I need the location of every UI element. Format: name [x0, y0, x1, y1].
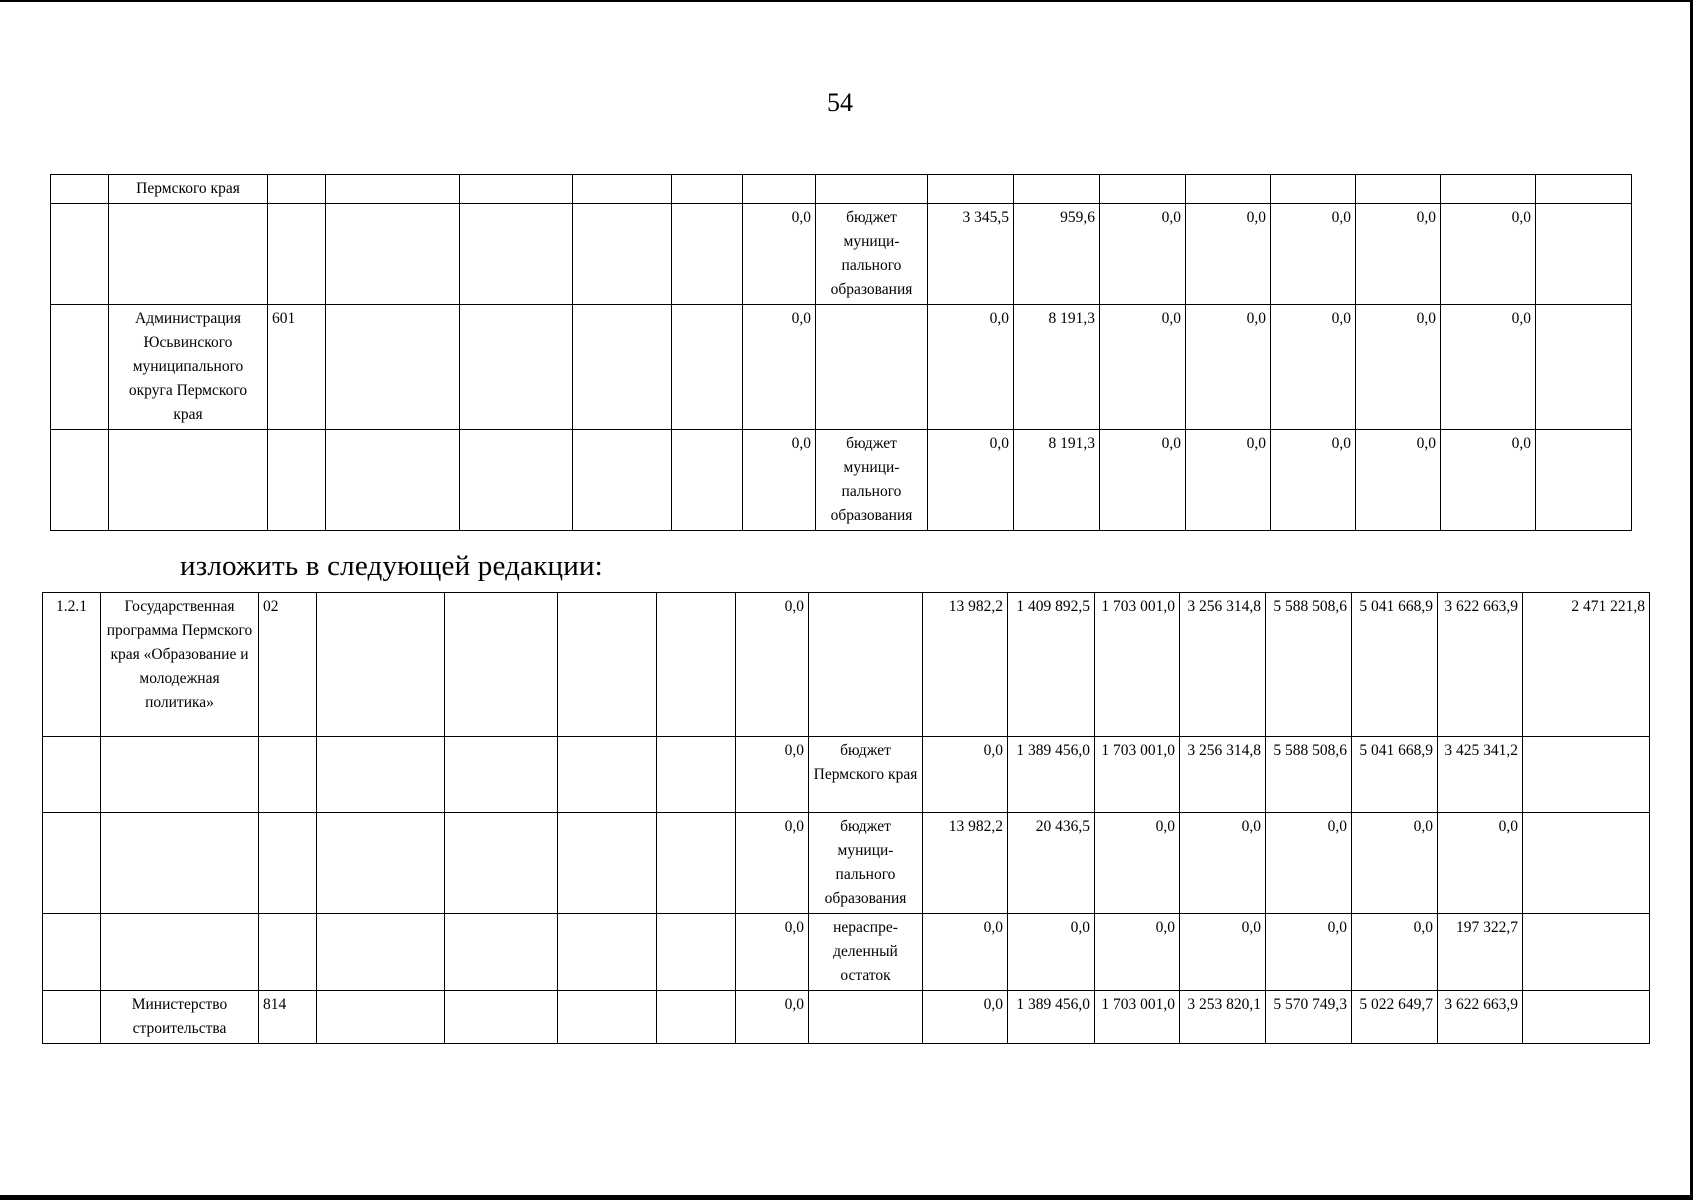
table-cell [326, 175, 460, 204]
table-cell: 8 191,3 [1014, 305, 1100, 430]
table-cell [558, 737, 657, 813]
table-cell [573, 204, 672, 305]
table-cell: 0,0 [1266, 813, 1352, 914]
table-cell [1441, 175, 1536, 204]
table-cell: 0,0 [736, 991, 809, 1044]
table-cell: 0,0 [928, 305, 1014, 430]
table-cell [1536, 204, 1632, 305]
table-cell [317, 914, 445, 991]
table-cell: 1 703 001,0 [1095, 991, 1180, 1044]
table-cell: 0,0 [1271, 305, 1356, 430]
table-cell: 3 622 663,9 [1438, 991, 1523, 1044]
table-cell: 0,0 [1180, 914, 1266, 991]
table-cell: 5 588 508,6 [1266, 593, 1352, 737]
table-cell [259, 813, 317, 914]
table-cell: 0,0 [1100, 204, 1186, 305]
table-cell [1536, 175, 1632, 204]
table-cell: 3 256 314,8 [1180, 737, 1266, 813]
table-cell [51, 430, 109, 531]
table-cell [51, 204, 109, 305]
table-cell [558, 914, 657, 991]
table-cell: 0,0 [1438, 813, 1523, 914]
table-cell [743, 175, 816, 204]
table-cell: 0,0 [736, 813, 809, 914]
table-cell [101, 914, 259, 991]
table-cell [1523, 813, 1650, 914]
table-cell [809, 991, 923, 1044]
table-cell [43, 991, 101, 1044]
table-cell: 959,6 [1014, 204, 1100, 305]
table-cell [672, 430, 743, 531]
table-cell: 0,0 [1008, 914, 1095, 991]
table-cell [460, 175, 573, 204]
table-cell [51, 305, 109, 430]
table-cell [573, 305, 672, 430]
table-cell: 0,0 [1266, 914, 1352, 991]
table-cell [268, 204, 326, 305]
table-cell [1536, 305, 1632, 430]
table-cell [326, 430, 460, 531]
table-cell [928, 175, 1014, 204]
table-cell: 5 041 668,9 [1352, 593, 1438, 737]
table-cell: 0,0 [1356, 430, 1441, 531]
table-cell: 3 256 314,8 [1180, 593, 1266, 737]
table-cell [558, 991, 657, 1044]
table-cell: 0,0 [1352, 813, 1438, 914]
table-row [43, 813, 1650, 914]
table-cell: 5 022 649,7 [1352, 991, 1438, 1044]
table-cell [1356, 175, 1441, 204]
table-cell [445, 813, 558, 914]
table-cell: 0,0 [1186, 430, 1271, 531]
table-cell: 197 322,7 [1438, 914, 1523, 991]
table-cell [51, 175, 109, 204]
table-cell: 0,0 [736, 914, 809, 991]
table-cell [1523, 991, 1650, 1044]
table-cell: Государственная программа Пермского края «Образование и молодежная политика» [101, 593, 259, 737]
table-cell [1014, 175, 1100, 204]
table-row [43, 593, 1650, 737]
table-cell [657, 813, 736, 914]
table-cell: 1 389 456,0 [1008, 991, 1095, 1044]
table-cell: 0,0 [1356, 305, 1441, 430]
table-cell [445, 737, 558, 813]
table-cell: 1 703 001,0 [1095, 737, 1180, 813]
table-cell: 0,0 [736, 737, 809, 813]
table-cell: бюджет Пермского края [809, 737, 923, 813]
table-cell: 0,0 [923, 991, 1008, 1044]
page-frame-top [0, 0, 1693, 2]
table-cell: 20 436,5 [1008, 813, 1095, 914]
table-cell: 02 [259, 593, 317, 737]
table-row [43, 914, 1650, 991]
table-cell [460, 204, 573, 305]
table-cell: 1.2.1 [43, 593, 101, 737]
table-cell: 0,0 [743, 430, 816, 531]
table-cell: 0,0 [1441, 430, 1536, 531]
table-cell: 0,0 [1095, 813, 1180, 914]
table-cell: 0,0 [1441, 204, 1536, 305]
bottom-table [42, 592, 1650, 1044]
table-cell [445, 593, 558, 737]
table-cell [43, 737, 101, 813]
table-cell: нераспре-деленный остаток [809, 914, 923, 991]
table-cell [317, 991, 445, 1044]
table-cell: 3 622 663,9 [1438, 593, 1523, 737]
table-cell: 1 389 456,0 [1008, 737, 1095, 813]
table-cell: бюджет муници-пального образования [816, 430, 928, 531]
table-row [43, 737, 1650, 813]
table-cell [317, 593, 445, 737]
table-cell [460, 430, 573, 531]
table-cell [1271, 175, 1356, 204]
table-cell [326, 305, 460, 430]
table-row [51, 305, 1632, 430]
table-cell: 0,0 [1095, 914, 1180, 991]
table-cell [672, 204, 743, 305]
table-cell [1100, 175, 1186, 204]
table-row [51, 204, 1632, 305]
table-cell: 1 409 892,5 [1008, 593, 1095, 737]
table-cell: 0,0 [928, 430, 1014, 531]
table-cell [657, 914, 736, 991]
table-cell [816, 305, 928, 430]
table-cell: 0,0 [1441, 305, 1536, 430]
table-cell: 0,0 [1271, 430, 1356, 531]
table-cell: бюджет муници-пального образования [809, 813, 923, 914]
table-cell: 1 703 001,0 [1095, 593, 1180, 737]
table-cell: 601 [268, 305, 326, 430]
table-cell: 5 570 749,3 [1266, 991, 1352, 1044]
table-cell: 0,0 [1186, 204, 1271, 305]
table-cell: Министерство строительства [101, 991, 259, 1044]
table-cell: 0,0 [743, 204, 816, 305]
table-cell [1523, 914, 1650, 991]
table-cell: 5 588 508,6 [1266, 737, 1352, 813]
table-cell: 0,0 [1356, 204, 1441, 305]
table-cell: 0,0 [923, 737, 1008, 813]
table-cell: 2 471 221,8 [1523, 593, 1650, 737]
table-cell [573, 430, 672, 531]
table-cell [672, 305, 743, 430]
table-cell [657, 593, 736, 737]
table-cell [558, 593, 657, 737]
table-row [51, 430, 1632, 531]
table-cell: 814 [259, 991, 317, 1044]
table-cell: 0,0 [743, 305, 816, 430]
table-cell [445, 914, 558, 991]
table-cell [101, 813, 259, 914]
table-cell [317, 813, 445, 914]
table-cell [657, 737, 736, 813]
table-cell [573, 175, 672, 204]
table-cell: 0,0 [1100, 305, 1186, 430]
table-cell: Пермского края [109, 175, 268, 204]
table-cell [101, 737, 259, 813]
table-cell: 0,0 [1186, 305, 1271, 430]
table-cell [816, 175, 928, 204]
table-cell: 13 982,2 [923, 593, 1008, 737]
table-cell: 8 191,3 [1014, 430, 1100, 531]
table-cell: 0,0 [736, 593, 809, 737]
table-cell [1536, 430, 1632, 531]
table-cell [326, 204, 460, 305]
table-cell: 0,0 [923, 914, 1008, 991]
table-row [51, 175, 1632, 204]
table-cell: 0,0 [1100, 430, 1186, 531]
table-cell: Администрация Юсьвинского муниципального округа Пермского края [109, 305, 268, 430]
table-cell [657, 991, 736, 1044]
table-cell [268, 430, 326, 531]
table-cell [317, 737, 445, 813]
top-table [50, 174, 1632, 531]
table-cell [1523, 737, 1650, 813]
table-cell: 3 425 341,2 [1438, 737, 1523, 813]
table-cell [460, 305, 573, 430]
table-cell [809, 593, 923, 737]
amendment-caption: изложить в следующей редакции: [180, 550, 603, 582]
table-cell [268, 175, 326, 204]
table-cell: 3 253 820,1 [1180, 991, 1266, 1044]
table-cell [109, 204, 268, 305]
table-cell: 13 982,2 [923, 813, 1008, 914]
table-cell [43, 813, 101, 914]
table-cell [259, 737, 317, 813]
table-cell: 0,0 [1180, 813, 1266, 914]
table-cell: 5 041 668,9 [1352, 737, 1438, 813]
table-cell: 0,0 [1271, 204, 1356, 305]
table-cell [558, 813, 657, 914]
page-number: 54 [827, 88, 853, 117]
page-frame-bottom [0, 1195, 1693, 1200]
table-cell: 0,0 [1352, 914, 1438, 991]
table-row [43, 991, 1650, 1044]
table-cell [672, 175, 743, 204]
table-cell [1186, 175, 1271, 204]
table-cell: бюджет муници-пального образования [816, 204, 928, 305]
table-cell [43, 914, 101, 991]
table-cell: 3 345,5 [928, 204, 1014, 305]
table-cell [109, 430, 268, 531]
table-cell [445, 991, 558, 1044]
table-cell [259, 914, 317, 991]
